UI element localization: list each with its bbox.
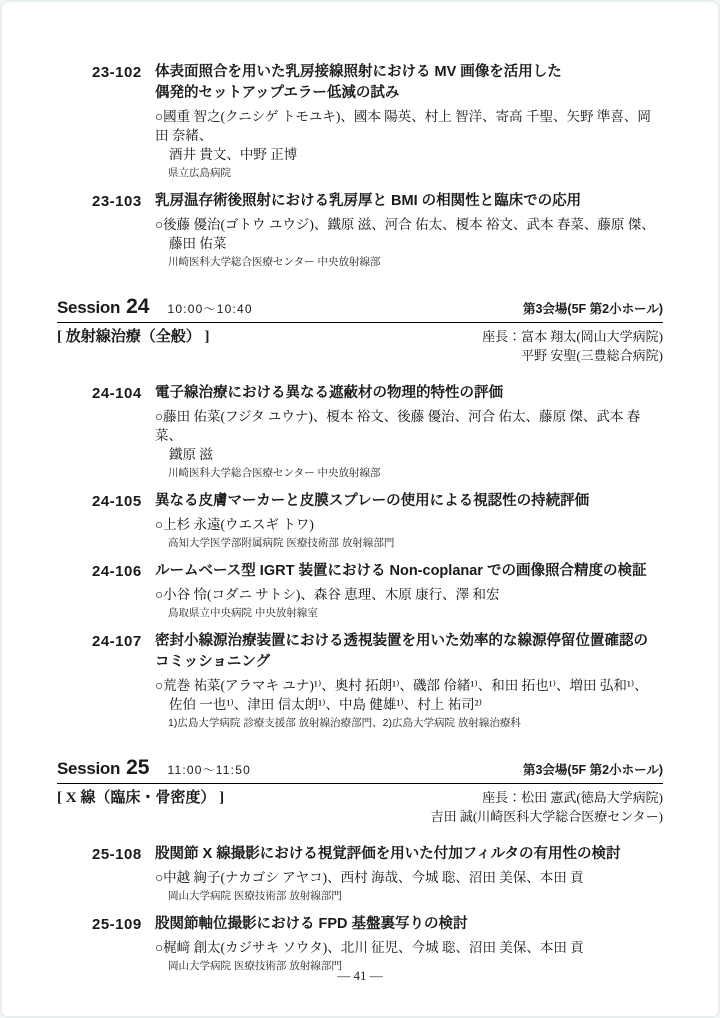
entry-body: [155, 561, 663, 619]
program-entry-23-102: [92, 62, 663, 179]
entry-number: 24-106: [92, 563, 142, 580]
entry-affiliation: 鳥取県立中央病院 中央放射線室: [168, 607, 318, 619]
program-entry-24-106: [92, 561, 663, 619]
chair-label: 座長：: [482, 790, 522, 805]
entry-authors-line: 藤田 佑菜: [169, 236, 227, 251]
session-time: 11:00〜11:50: [167, 763, 251, 777]
session-venue: 第3会場(5F 第2小ホール): [522, 302, 663, 316]
entry-affiliation: 岡山大学病院 医療技術部 放射線部門: [168, 960, 342, 972]
entry-number: 25-108: [92, 846, 142, 863]
session-chairs: [482, 327, 663, 365]
entry-authors-line: ○小谷 怜(コダニ サトシ)、森谷 恵理、木原 康行、澤 和宏: [155, 587, 500, 602]
program-entry-24-105: [92, 491, 663, 549]
entry-title-line: 股関節 X 線撮影における視覚評価を用いた付加フィルタの有用性の検討: [155, 846, 621, 862]
entry-body: [155, 914, 663, 972]
entry-number: 23-102: [92, 64, 142, 81]
entry-body: [155, 631, 663, 729]
program-entry-25-108: [92, 844, 663, 902]
entry-title-line: 密封小線源治療装置における透視装置を用いた効率的な線源停留位置確認の: [155, 633, 648, 649]
session-category: [ X 線（臨床・骨密度） ]: [57, 790, 225, 806]
entry-title-line: 股関節軸位撮影における FPD 基盤裏写りの検討: [155, 916, 468, 932]
chair-label: 座長：: [482, 329, 522, 344]
entry-number: 24-105: [92, 493, 142, 510]
entry-body: [155, 844, 663, 902]
entry-number: 23-103: [92, 193, 142, 210]
entry-title-line: 電子線治療における異なる遮蔽材の物理的特性の評価: [155, 385, 503, 401]
program-entry-24-107: [92, 631, 663, 729]
entry-number: 25-109: [92, 916, 142, 933]
entry-number: 24-104: [92, 385, 142, 402]
entry-title-line: コミッショニング: [155, 654, 271, 670]
session-venue: 第3会場(5F 第2小ホール): [522, 763, 663, 777]
entry-authors-line: ○中越 絢子(ナカゴシ アヤコ)、西村 海哉、今城 聡、沼田 美保、本田 貢: [155, 870, 584, 885]
entry-title-line: 体表面照合を用いた乳房接線照射における MV 画像を活用した: [155, 64, 562, 80]
entry-authors-line: 酒井 貴文、中野 正博: [169, 147, 298, 162]
program-entry-23-103: [92, 191, 663, 268]
chair-line: 吉田 誠(川崎医科大学総合医療センター): [430, 809, 663, 824]
entry-title-line: 異なる皮膚マーカーと皮膜スプレーの使用による視認性の持続評価: [155, 493, 590, 509]
program-entry-25-109: [92, 914, 663, 972]
chair-name: 松田 憲武(徳島大学病院): [521, 790, 663, 805]
session-25-header: [57, 757, 663, 826]
entry-body: [155, 491, 663, 549]
chair-name: 富本 翔太(岡山大学病院): [521, 329, 663, 344]
session-header-bottom: [57, 327, 663, 365]
entry-number: 24-107: [92, 633, 142, 650]
session-header-top: [57, 296, 663, 323]
entry-authors-line: 鐵原 滋: [169, 447, 213, 462]
entry-authors-line: ○藤田 佑菜(フジタ ユウナ)、榎本 裕文、後藤 優治、河合 佑太、藤原 傑、武本 春菜、: [155, 409, 641, 443]
entry-affiliation: 岡山大学病院 医療技術部 放射線部門: [168, 890, 342, 902]
entry-body: [155, 383, 663, 479]
entry-title-line: 偶発的セットアップエラー低減の試み: [155, 85, 400, 101]
session-number: 25: [126, 756, 150, 779]
entry-authors-line: ○荒巻 祐菜(アラマキ ユナ)¹⁾、奥村 拓朗¹⁾、磯部 伶緒¹⁾、和田 拓也¹⁾、増田 弘和¹⁾、: [155, 678, 648, 693]
session-time: 10:00〜10:40: [167, 302, 253, 316]
entry-affiliation: 川崎医科大学総合医療センター 中央放射線部: [168, 256, 381, 268]
session-label: Session: [57, 298, 121, 317]
entry-authors-line: ○梶﨑 創太(カジサキ ソウタ)、北川 征児、今城 聡、沼田 美保、本田 貢: [155, 940, 584, 955]
chair-line: [482, 327, 663, 346]
chair-line: [431, 788, 663, 807]
entry-title-line: ルームベース型 IGRT 装置における Non-coplanar での画像照合精度の検証: [155, 563, 647, 579]
entry-affiliation: 県立広島病院: [168, 167, 231, 179]
entry-affiliation: 高知大学医学部附属病院 医療技術部 放射線部門: [168, 537, 395, 549]
entry-affiliation: 川崎医科大学総合医療センター 中央放射線部: [168, 467, 381, 479]
entry-authors-line: ○上杉 永遠(ウエスギ トワ): [155, 517, 314, 532]
page-number: — 41 —: [337, 968, 383, 983]
entry-authors-line: 佐伯 一也¹⁾、津田 信太朗¹⁾、中島 健雄¹⁾、村上 祐司²⁾: [169, 697, 482, 712]
entry-title-line: 乳房温存術後照射における乳房厚と BMI の相関性と臨床での応用: [155, 193, 582, 209]
program-entry-24-104: [92, 383, 663, 479]
entry-authors-line: ○後藤 優治(ゴトウ ユウジ)、鐵原 滋、河合 佑太、榎本 裕文、武本 春菜、藤原 傑、: [155, 217, 655, 232]
session-label: Session: [57, 759, 121, 778]
entry-body: [155, 191, 663, 268]
chair-line: 平野 安聖(三豊総合病院): [521, 348, 663, 363]
session-number: 24: [126, 295, 150, 318]
session-chairs: [431, 788, 663, 826]
entry-authors-line: ○國重 智之(クニシゲ トモユキ)、國本 陽英、村上 智洋、寄高 千聖、矢野 準喜、岡田 奈緒、: [155, 109, 651, 143]
entry-affiliation: 1)広島大学病院 診療支援部 放射線治療部門、2)広島大学病院 放射線治療科: [168, 717, 521, 729]
session-header-top: [57, 757, 663, 784]
session-24-header: [57, 296, 663, 365]
session-header-bottom: [57, 788, 663, 826]
entry-body: [155, 62, 663, 179]
session-category: [ 放射線治療（全般） ]: [57, 329, 210, 345]
